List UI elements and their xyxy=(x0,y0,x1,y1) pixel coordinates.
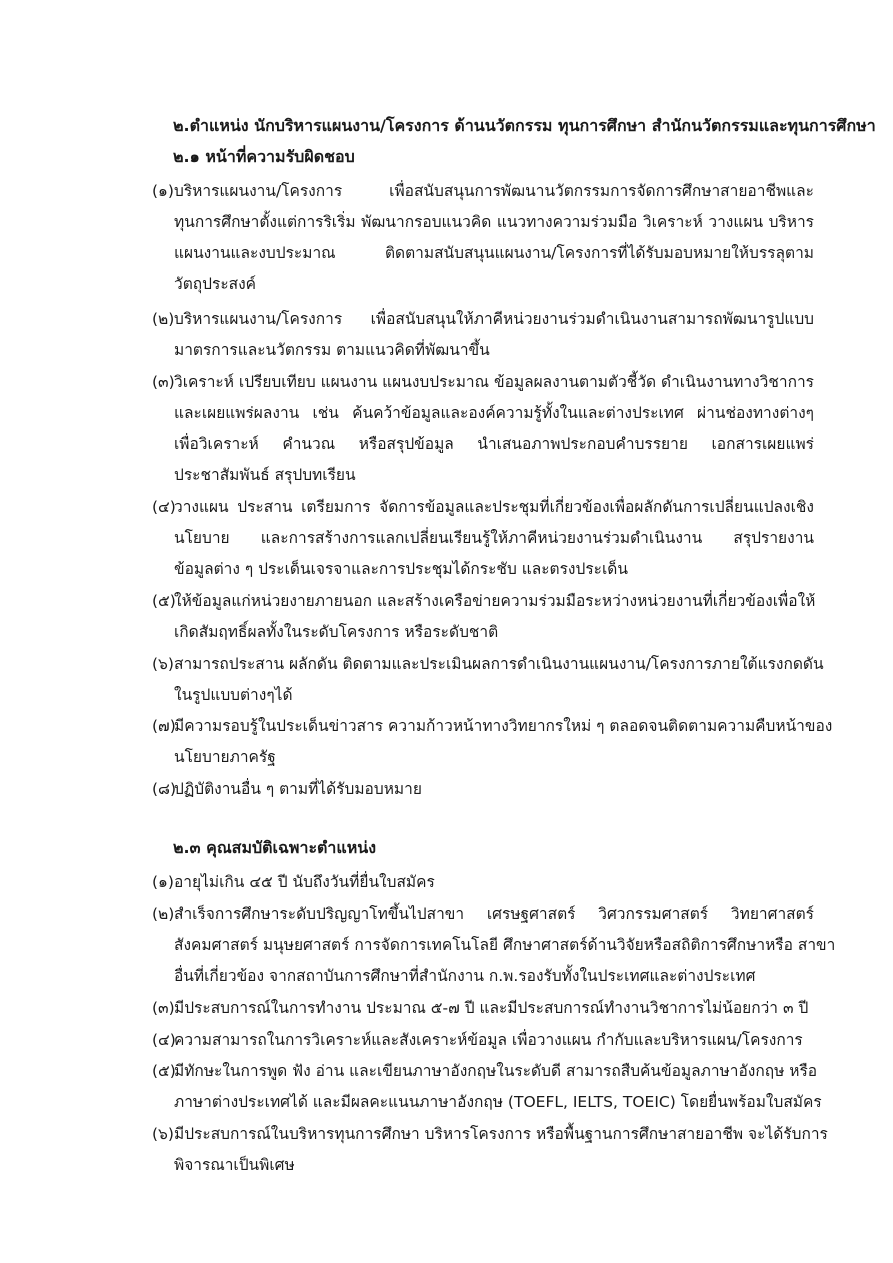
item-line: นโยบายภาครัฐ xyxy=(174,748,276,766)
item-number: (๒) xyxy=(152,905,175,923)
item-line: ความสามารถในการวิเคราะห์และสังเคราะห์ข้อมูล เพื่อวางแผน กำกับและบริหารแผน/โครงการ xyxy=(174,1031,803,1049)
item-line: ปฏิบัติงานอื่น ๆ ตามที่ได้รับมอบหมาย xyxy=(174,780,422,798)
item-line: เกิดสัมฤทธิ์ผลทั้งในระดับโครงการ หรือระดับชาติ xyxy=(174,623,499,641)
item-line: อื่นที่เกี่ยวข้อง จากสถาบันการศึกษาที่สำนักงาน ก.พ.รองรับทั้งในประเทศและต่างประเทศ xyxy=(174,967,756,985)
item-line: บริหารแผนงาน/โครงการ เพื่อสนับสนุนการพัฒนานวัตกรรมการจัดการศึกษาสายอาชีพและ xyxy=(174,182,814,200)
item-line: พิจารณาเป็นพิเศษ xyxy=(174,1156,295,1174)
item-number: (๖) xyxy=(152,1125,174,1143)
item-number: (๔) xyxy=(152,498,176,516)
item-line: ภาษาต่างประเทศได้ และมีผลคะแนนภาษาอังกฤษ (TOEFL, IELTS, TOEIC) โดยยื่นพร้อมใบสมัคร xyxy=(174,1093,822,1111)
item-number: (๘) xyxy=(152,780,177,798)
section-heading: ๒.ตำแหน่ง นักบริหารแผนงาน/โครงการ ด้านนวัตกรรม ทุนการศึกษา สำนักนวัตกรรมและทุนการศึกษา xyxy=(173,116,876,135)
item-line: มีประสบการณ์ในการทำงาน ประมาณ ๕-๗ ปี และมีประสบการณ์ทำงานวิชาการไม่น้อยกว่า ๓ ปี xyxy=(174,999,809,1017)
item-line: นโยบาย และการสร้างการแลกเปลี่ยนเรียนรู้ให้ภาคีหน่วยงานร่วมดำเนินงาน สรุปรายงาน xyxy=(174,529,814,547)
item-line: มีทักษะในการพูด ฟัง อ่าน และเขียนภาษาอังกฤษในระดับดี สามารถสืบค้นข้อมูลภาษาอังกฤษ หรือ xyxy=(174,1062,818,1080)
item-number: (๑) xyxy=(152,182,174,200)
item-number: (๓) xyxy=(152,373,175,391)
item-line: มีประสบการณ์ในบริหารทุนการศึกษา บริหารโครงการ หรือพื้นฐานการศึกษาสายอาชีพ จะได้รับการ xyxy=(174,1125,828,1143)
item-line: ประชาสัมพันธ์ สรุปบทเรียน xyxy=(174,466,356,484)
item-line: วิเคราะห์ เปรียบเทียบ แผนงาน แผนงบประมาณ ข้อมูลผลงานตามตัวชี้วัด ดำเนินงานทางวิชาการ xyxy=(174,373,814,391)
item-line: แผนงานและงบประมาณ ติดตามสนับสนุนแผนงาน/โครงการที่ได้รับมอบหมายให้บรรลุตาม xyxy=(174,244,814,262)
qualifications-heading: ๒.๓ คุณสมบัติเฉพาะตำแหน่ง xyxy=(173,838,377,857)
item-line: บริหารแผนงาน/โครงการ เพื่อสนับสนุนให้ภาคีหน่วยงานร่วมดำเนินงานสามารถพัฒนารูปแบบ xyxy=(174,310,814,328)
item-line: มาตรการและนวัตกรรม ตามแนวคิดที่พัฒนาขึ้น xyxy=(174,341,490,359)
item-line: ให้ข้อมูลแก่หน่วยงายภายนอก และสร้างเครือข่ายความร่วมมือระหว่างหน่วยงานที่เกี่ยวข้องเพื่อให้ xyxy=(174,592,816,610)
duties-heading: ๒.๑ หน้าที่ความรับผิดชอบ xyxy=(173,147,355,166)
item-line: สำเร็จการศึกษาระดับปริญญาโทขึ้นไปสาขา เศรษฐศาสตร์ วิศวกรรมศาสตร์ วิทยาศาสตร์ xyxy=(174,905,814,923)
item-number: (๕) xyxy=(152,1062,176,1080)
item-line: สังคมศาสตร์ มนุษยศาสตร์ การจัดการเทคโนโลยี ศึกษาศาสตร์ด้านวิจัยหรือสถิติการศึกษาหรือ สาขา xyxy=(174,936,836,954)
item-line: วัตถุประสงค์ xyxy=(174,275,257,293)
item-line: สามารถประสาน ผลักดัน ติดตามและประเมินผลการดำเนินงานแผนงาน/โครงการภายใต้แรงกดดัน xyxy=(174,655,824,673)
item-line: ทุนการศึกษาตั้งแต่การริเริ่ม พัฒนากรอบแนวคิด แนวทางความร่วมมือ วิเคราะห์ วางแผน บริหาร xyxy=(174,213,814,231)
item-number: (๑) xyxy=(152,873,174,891)
item-number: (๓) xyxy=(152,999,175,1017)
item-line: เพื่อวิเคราะห์ คำนวณ หรือสรุปข้อมูล นำเสนอภาพประกอบคำบรรยาย เอกสารเผยแพร่ xyxy=(174,435,814,453)
item-number: (๒) xyxy=(152,310,175,328)
item-line: ในรูปแบบต่างๆได้ xyxy=(174,686,293,704)
item-number: (๗) xyxy=(152,717,176,735)
item-line: มีความรอบรู้ในประเด็นข่าวสาร ความก้าวหน้าทางวิทยากรใหม่ ๆ ตลอดจนติดตามความคืบหน้าของ xyxy=(174,717,833,735)
item-number: (๕) xyxy=(152,592,176,610)
item-line: และเผยแพร่ผลงาน เช่น ค้นคว้าข้อมูลและองค์ความรู้ทั้งในและต่างประเทศ ผ่านช่องทางต่างๆ xyxy=(174,404,814,422)
item-number: (๖) xyxy=(152,655,174,673)
item-line: ข้อมูลต่าง ๆ ประเด็นเจรจาและการประชุมได้กระชับ และตรงประเด็น xyxy=(174,560,628,578)
item-line: อายุไม่เกิน ๔๕ ปี นับถึงวันที่ยื่นใบสมัคร xyxy=(174,873,435,891)
item-line: วางแผน ประสาน เตรียมการ จัดการข้อมูลและประชุมที่เกี่ยวข้องเพื่อผลักดันการเปลี่ยนแปลงเชิง xyxy=(174,498,814,516)
item-number: (๔) xyxy=(152,1031,176,1049)
